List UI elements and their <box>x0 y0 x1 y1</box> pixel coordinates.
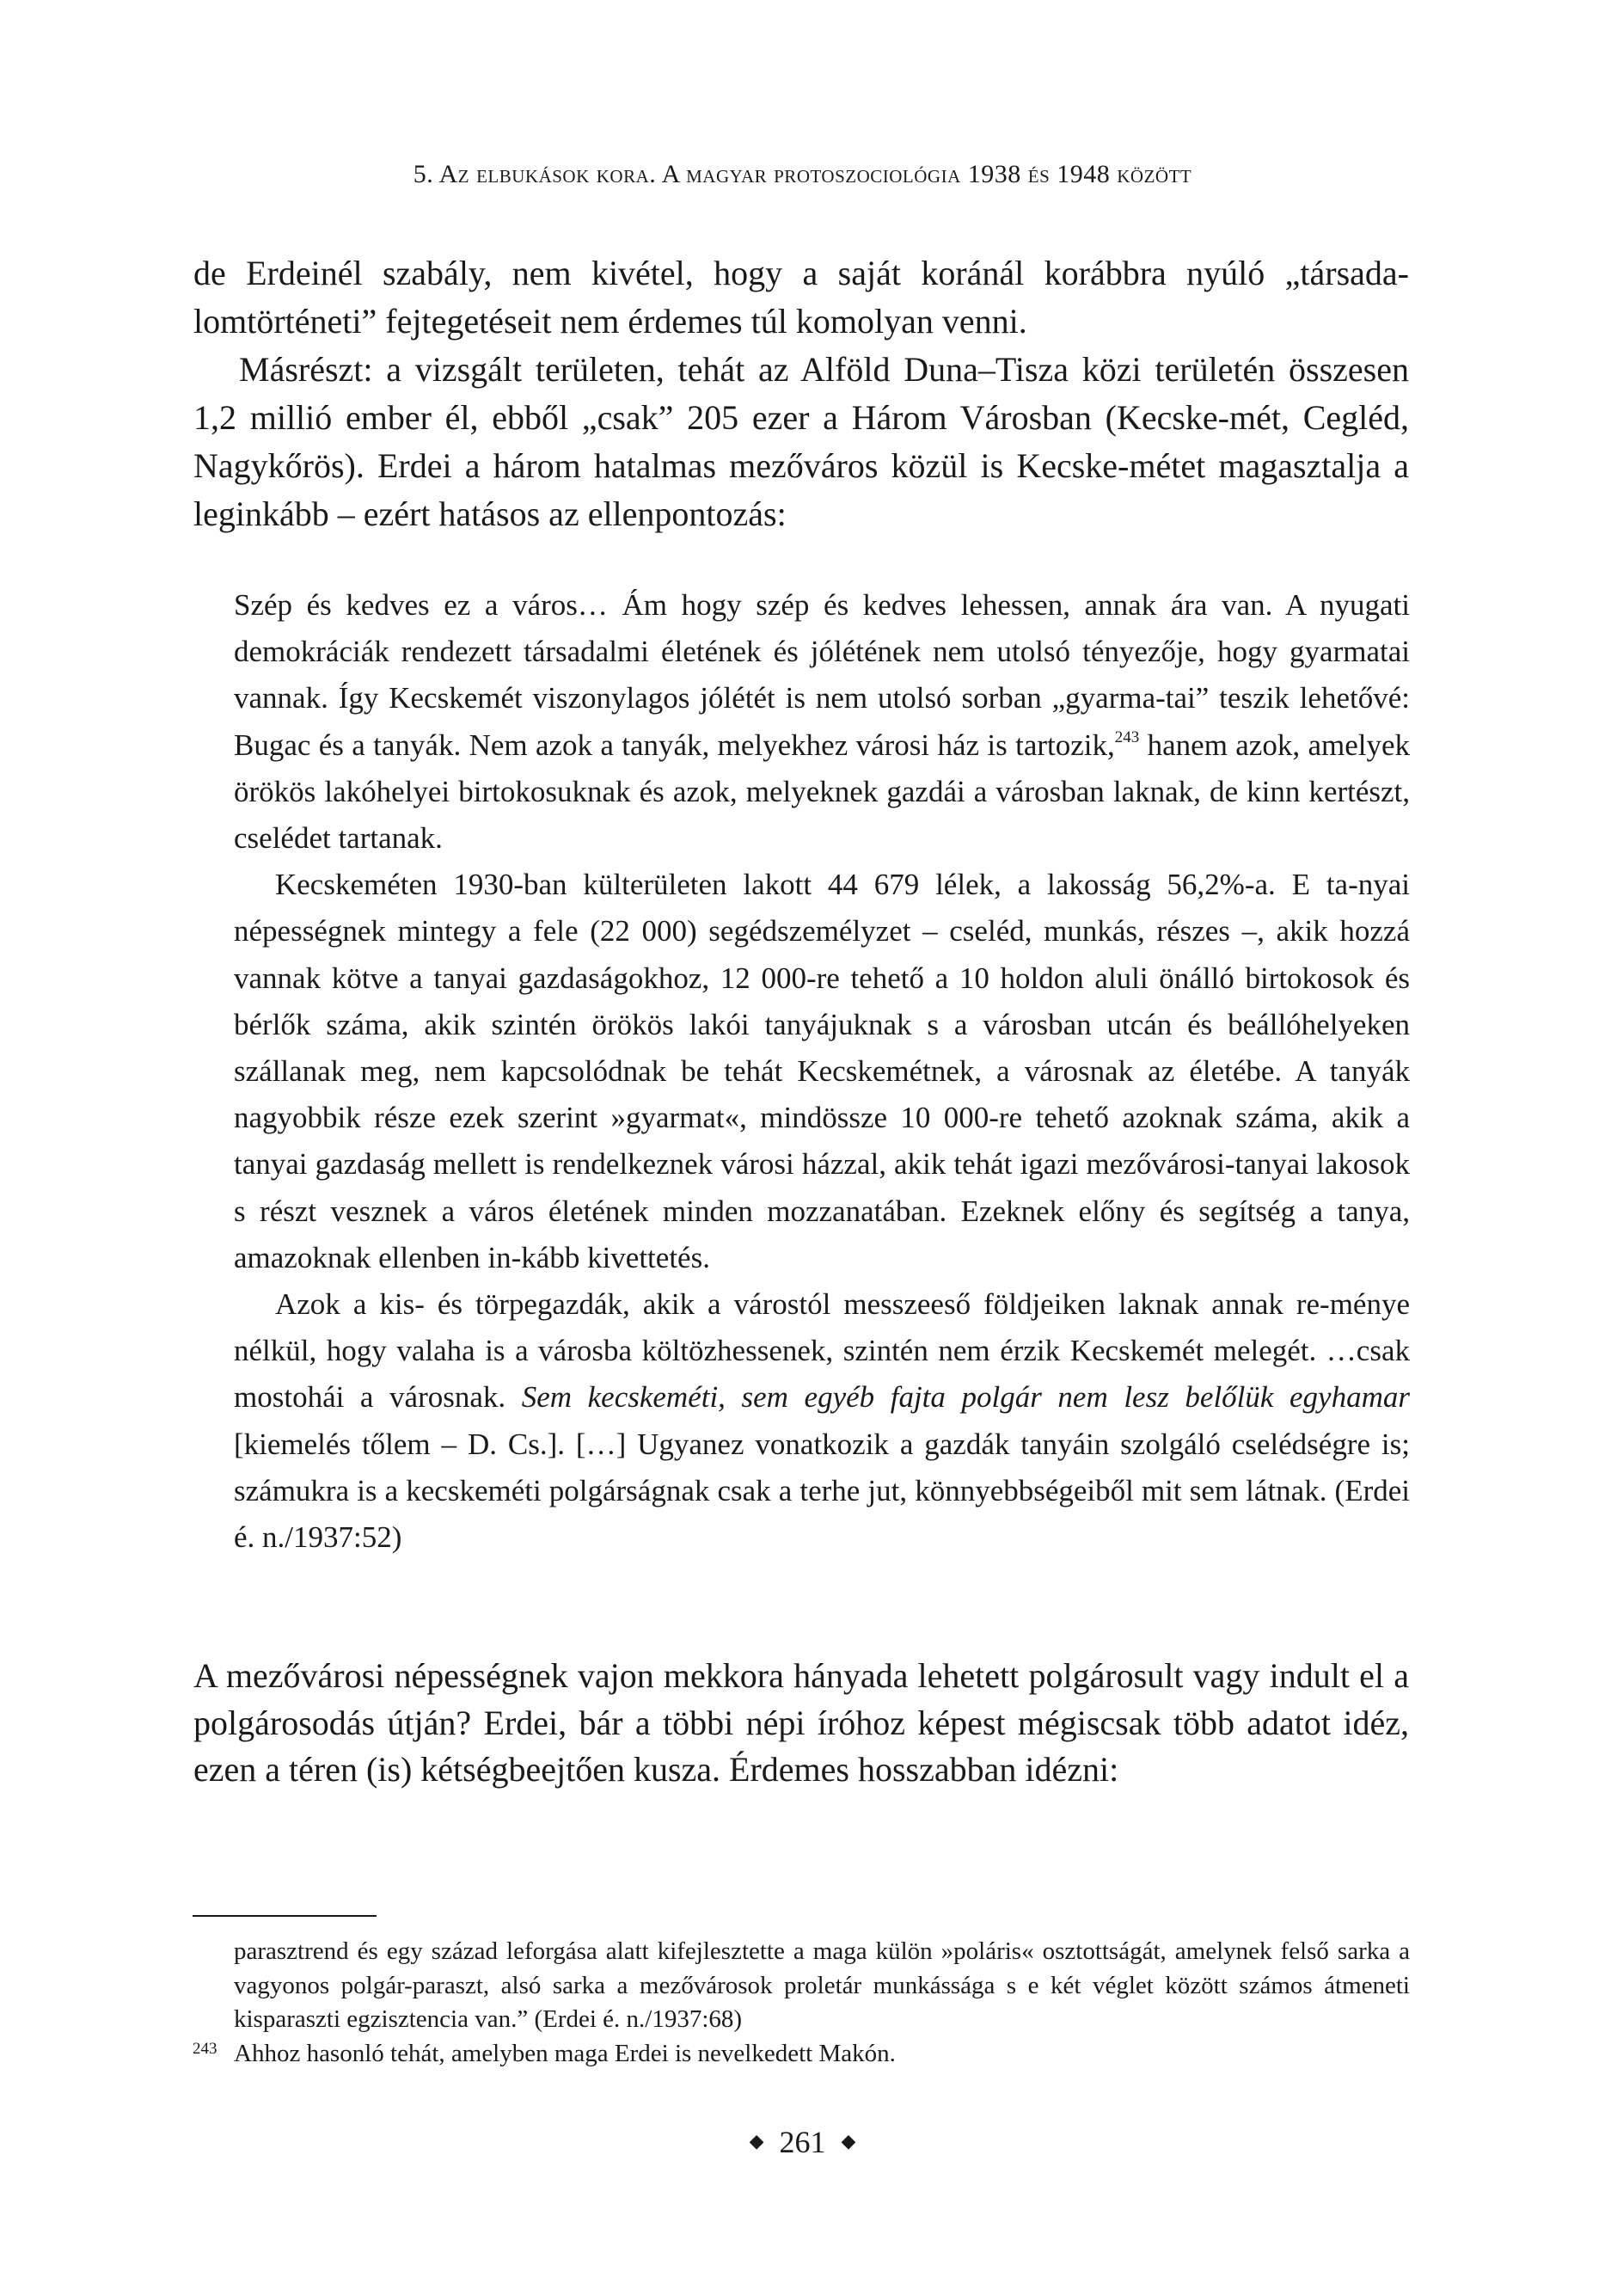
quote-italic-emphasis: Sem kecskeméti, sem egyéb fajta polgár nem lesz belőlük egyhamar <box>521 1380 1410 1415</box>
diamond-ornament-icon: ◆ <box>841 2130 856 2152</box>
diamond-ornament-icon: ◆ <box>749 2130 764 2152</box>
page-number: 261 <box>779 2125 826 2159</box>
quote-text: [kiemelés tőlem – D. Cs.]. […] Ugyanez vonatkozik a gazdák tanyáin szolgáló cselédségre is; számukra is a kecskeméti polgárságnak csak a terhe jut, könnyebbségeiből mit sem látnak. (Erdei é. n./1937:52) <box>234 1427 1410 1555</box>
footnotes <box>193 1935 1410 2071</box>
body-text <box>193 249 1409 538</box>
quote-paragraph: Kecskeméten 1930-ban külterületen lakott 44 679 lélek, a lakosság 56,2%-a. E ta-nyai népességnek mintegy a fele (22 000) segédszemélyzet – cseléd, munkás, részes –, akik hozzá vannak kötve a tanyai gazdaságokhoz, 12 000-re tehető a 10 holdon aluli önálló birtokosok és bérlők száma, akik szintén örökös lakói tanyájuknak s a városban utcán és beállóhelyeken szállanak meg, nem kapcsolódnak be tehát Kecskemétnek, a városnak az életébe. A tanyák nagyobbik része ezek szerint »gyarmat«, mindössze 10 000-re tehető azoknak száma, akik a tanyai gazdaság mellett is rendelkeznek városi házzal, akik tehát igazi mezővárosi-tanyai lakosok s részt vesznek a város életének minden mozzanatában. Ezeknek előny és segítség a tanya, amazoknak ellenben in-kább kivettetés. <box>234 868 1410 1274</box>
closing-text <box>193 1653 1409 1794</box>
footnote-number: 243 <box>193 2039 217 2058</box>
footnote <box>193 2037 1410 2072</box>
footnote-text: Ahhoz hasonló tehát, amelyben maga Erdei is nevelkedett Makón. <box>234 2039 896 2067</box>
footnote-continued: parasztrend és egy század leforgása alatt kifejlesztette a maga külön »poláris« osztottságát, amelynek felső sarka a vagyonos polgár-paraszt, alsó sarka a mezővárosok proletár munkássága s e két véglet között számos átmeneti kisparaszti egzisztencia van.” (Erdei é. n./1937:68) <box>234 1937 1410 2033</box>
paragraph: A mezővárosi népességnek vajon mekkora hányada lehetett polgárosult vagy indult el a polgárosodás útján? Erdei, bár a többi népi íróhoz képest mégiscsak több adatot idéz, ezen a téren (is) kétségbeejtően kusza. Érdemes hosszabban idézni: <box>193 1656 1409 1789</box>
running-head: 5. Az elbukások kora. A magyar protoszociológia 1938 és 1948 között <box>413 160 1192 188</box>
paragraph-continued: de Erdeinél szabály, nem kivétel, hogy a saját koránál korábbra nyúló „társada-lomtörténeti” fejtegetéseit nem érdemes túl komolyan venni. <box>193 254 1409 341</box>
quote-text: Azok a kis- és törpegazdák, akik a várostól messzeeső földjeiken laknak annak re-ménye nélkül, hogy valaha is a városba költözhessenek, szintén nem érzik Kecskemét melegét. …csak mostohái a városnak. <box>234 1287 1410 1415</box>
paragraph: Másrészt: a vizsgált területen, tehát az Alföld Duna–Tisza közi területén összesen 1,2 millió ember él, ebből „csak” 205 ezer a Három Városban (Kecske-mét, Cegléd, Nagykőrös). Erdei a három hatalmas mezőváros közül is Kecske-métet magasztalja a leginkább – ezért hatásos az ellenpontozás: <box>193 350 1409 533</box>
quote-paragraph <box>234 582 1410 862</box>
page-footer <box>0 2124 1605 2160</box>
quote-text: Szép és kedves ez a város… Ám hogy szép és kedves lehessen, annak ára van. A nyugati demokráciák rendezett társadalmi életének és jólétének nem utolsó tényezője, hogy gyarmatai vannak. Így Kecskemét viszonylagos jólétét is nem utolsó sorban „gyarma-tai” teszik lehetővé: Bugac és a tanyák. Nem azok a tanyák, melyekhez városi ház is tartozik, <box>234 588 1410 762</box>
footnote-reference[interactable]: 243 <box>1114 727 1140 746</box>
block-quote <box>234 582 1410 1561</box>
quote-paragraph <box>234 1281 1410 1561</box>
footnote-separator <box>193 1915 377 1917</box>
quote-text: hanem azok, amelyek örökös lakóhelyei birtokosuknak és azok, melyeknek gazdái a városban laknak, de kinn kertészt, cselédet tartanak. <box>234 727 1410 856</box>
